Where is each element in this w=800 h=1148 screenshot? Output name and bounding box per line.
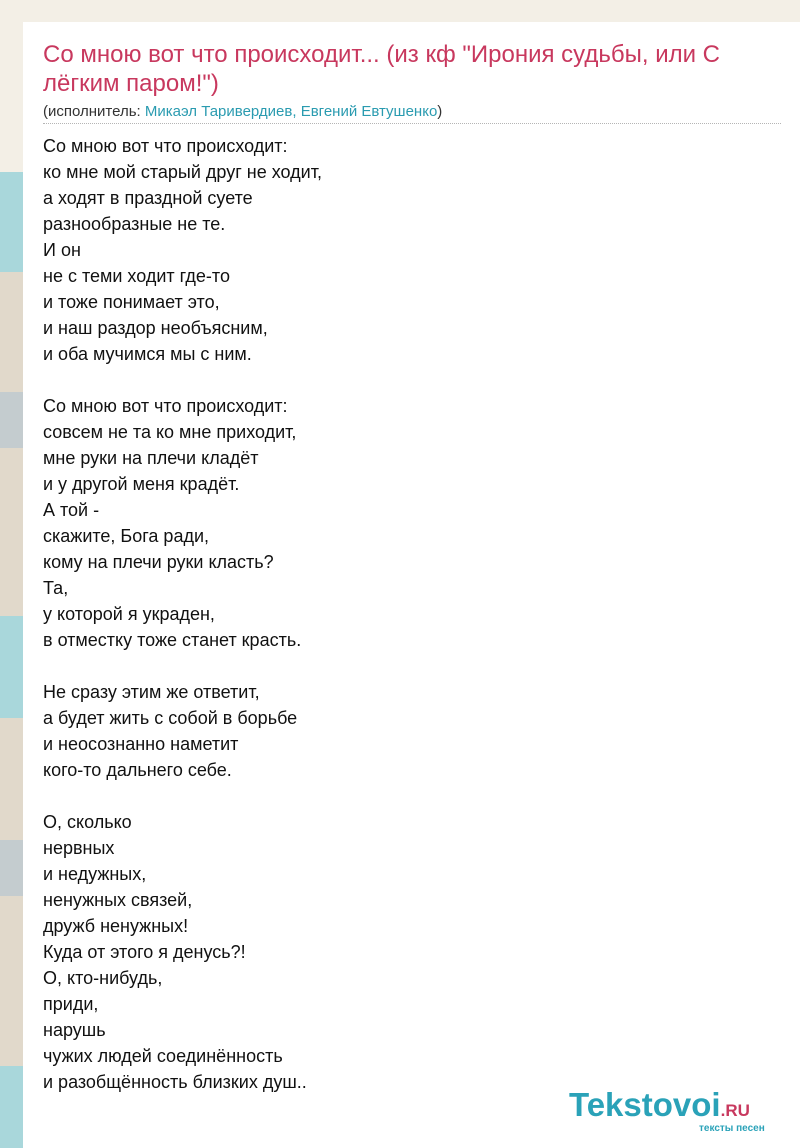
lyric-line: дружб ненужных! (43, 916, 189, 936)
lyric-line: мне руки на плечи кладёт (43, 448, 259, 468)
performer-prefix: (исполнитель: (43, 103, 145, 120)
lyric-line: в отместку тоже станет красть. (43, 630, 302, 650)
lyric-line: и наш раздор необъясним, (43, 318, 268, 338)
lyric-line: Со мною вот что происходит: (43, 136, 288, 156)
lyric-line: а ходят в праздной суете (43, 188, 253, 208)
performer-link[interactable]: Микаэл Таривердиев, Евгений Евтушенко (144, 103, 438, 120)
lyric-line: и у другой меня крадёт. (43, 474, 240, 494)
lyric-line: Куда от этого я денусь?! (43, 942, 246, 962)
lyric-line: кого-то дальнего себе. (43, 760, 232, 780)
performer-line (43, 103, 442, 121)
dotted-divider (43, 123, 781, 124)
lyric-line: и неосознанно наметит (43, 734, 239, 754)
lyric-line: О, сколько (43, 812, 132, 832)
lyric-line: и оба мучимся мы с ним. (43, 344, 252, 364)
lyric-line: кому на плечи руки класть? (43, 552, 274, 572)
lyric-line: чужих людей соединённость (43, 1046, 283, 1066)
logo-tld: .RU (720, 1101, 750, 1120)
lyric-line: А той - (43, 500, 100, 520)
lyric-line: Не сразу этим же ответит, (43, 682, 260, 702)
lyric-line: О, кто-нибудь, (43, 968, 163, 988)
stanza-break (43, 783, 322, 809)
lyric-line: а будет жить с собой в борьбе (43, 708, 298, 728)
tekstovoi-logo[interactable] (569, 1085, 779, 1141)
lyric-line: скажите, Бога ради, (43, 526, 210, 546)
lyric-line: И он (43, 240, 81, 260)
lyric-line: нарушь (43, 1020, 106, 1040)
stanza-break (43, 653, 322, 679)
logo-tagline: тексты песен (699, 1123, 765, 1134)
lyric-line: разнообразные не те. (43, 214, 226, 234)
lyric-line: ко мне мой старый друг не ходит, (43, 162, 322, 182)
lyric-line: у которой я украден, (43, 604, 215, 624)
lyrics-text (43, 133, 322, 1095)
lyric-line: нервных (43, 838, 115, 858)
lyric-line: совсем не та ко мне приходит, (43, 422, 297, 442)
lyric-line: ненужных связей, (43, 890, 193, 910)
lyric-line: и недужных, (43, 864, 147, 884)
logo-name: Tekstovoi (569, 1086, 721, 1123)
lyrics-sheet (23, 22, 800, 1148)
lyric-line: не с теми ходит где-то (43, 266, 230, 286)
lyric-line: Со мною вот что происходит: (43, 396, 288, 416)
lyric-line: Та, (43, 578, 69, 598)
lyric-line: и разобщённость близких душ.. (43, 1072, 307, 1092)
song-title: Со мною вот что происходит... (из кф "Ирония судьбы, или С лёгким паром!") (43, 41, 721, 97)
performer-suffix: ) (437, 103, 443, 120)
stanza-break (43, 367, 322, 393)
lyric-line: и тоже понимает это, (43, 292, 220, 312)
lyric-line: приди, (43, 994, 99, 1014)
